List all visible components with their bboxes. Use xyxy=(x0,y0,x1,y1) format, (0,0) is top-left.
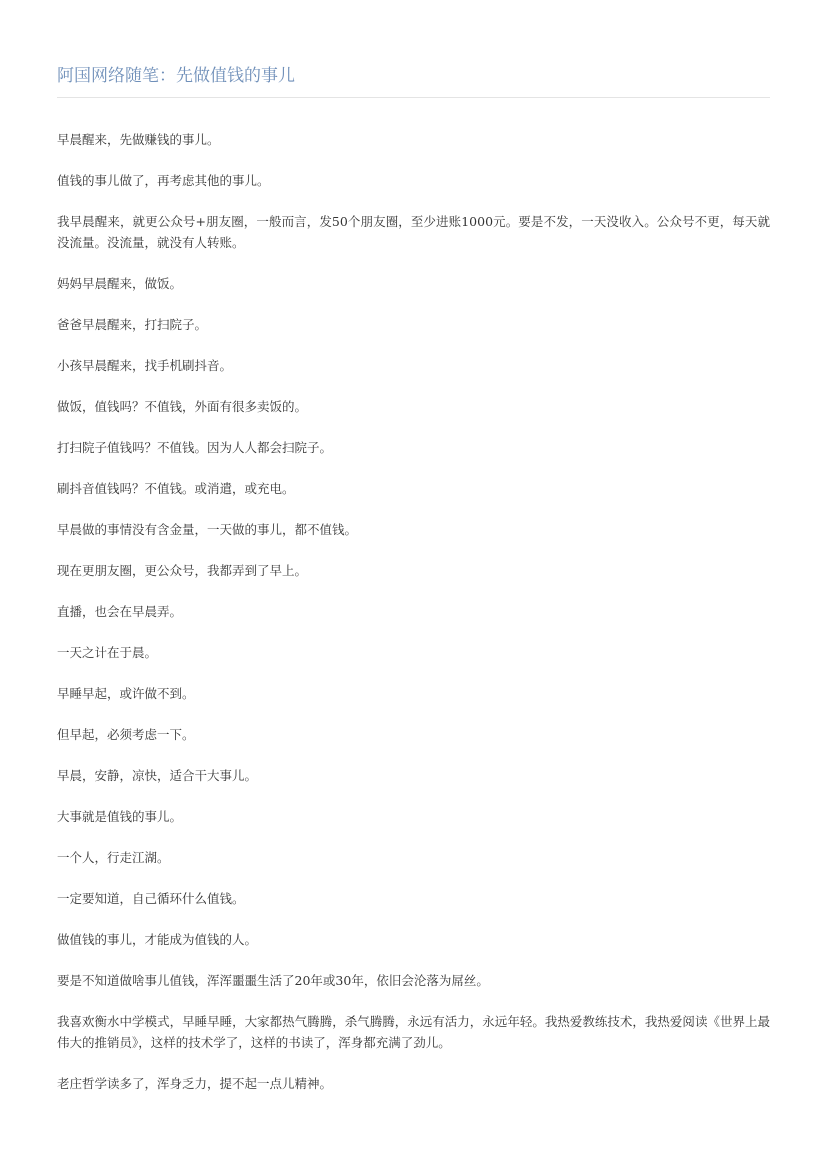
article-title: 阿国网络随笔：先做值钱的事儿 xyxy=(57,66,295,86)
paragraph: 早晨醒来，先做赚钱的事儿。 xyxy=(57,132,220,147)
paragraph: 但早起，必须考虑一下。 xyxy=(57,727,195,742)
paragraph: 我早晨醒来，就更公众号+朋友圈，一般而言，发50个朋友圈，至少进账1000元。要是不发，一天没收入。公众号不更，每天就没流量。没流量，就没有人转账。 xyxy=(57,214,770,250)
paragraph: 大事就是值钱的事儿。 xyxy=(57,809,183,824)
paragraph: 现在更朋友圈，更公众号，我都弄到了早上。 xyxy=(57,563,308,578)
paragraph: 一天之计在于晨。 xyxy=(57,645,158,660)
paragraph: 做值钱的事儿，才能成为值钱的人。 xyxy=(57,932,258,947)
paragraph: 早晨做的事情没有含金量，一天做的事儿，都不值钱。 xyxy=(57,522,358,537)
article-body xyxy=(57,129,770,1114)
paragraph: 爸爸早晨醒来，打扫院子。 xyxy=(57,317,208,332)
paragraph: 老庄哲学读多了，浑身乏力，提不起一点儿精神。 xyxy=(57,1076,333,1091)
paragraph: 一个人，行走江湖。 xyxy=(57,850,170,865)
paragraph: 打扫院子值钱吗？不值钱。因为人人都会扫院子。 xyxy=(57,440,333,455)
paragraph: 直播，也会在早晨弄。 xyxy=(57,604,183,619)
title-divider xyxy=(57,97,770,98)
paragraph: 妈妈早晨醒来，做饭。 xyxy=(57,276,183,291)
paragraph: 早晨，安静，凉快，适合干大事儿。 xyxy=(57,768,258,783)
paragraph: 值钱的事儿做了，再考虑其他的事儿。 xyxy=(57,173,270,188)
paragraph: 我喜欢衡水中学模式，早睡早睡，大家都热气腾腾，杀气腾腾，永远有活力，永远年轻。我热爱教练技术，我热爱阅读《世界上最伟大的推销员》，这样的技术学了，这样的书读了，浑身都充满了劲儿。 xyxy=(57,1014,770,1050)
paragraph: 做饭，值钱吗？不值钱，外面有很多卖饭的。 xyxy=(57,399,308,414)
paragraph: 一定要知道，自己循环什么值钱。 xyxy=(57,891,245,906)
paragraph: 早睡早起，或许做不到。 xyxy=(57,686,195,701)
paragraph: 刷抖音值钱吗？不值钱。或消遣，或充电。 xyxy=(57,481,295,496)
paragraph: 要是不知道做啥事儿值钱，浑浑噩噩生活了20年或30年，依旧会沦落为屌丝。 xyxy=(57,973,489,988)
paragraph: 小孩早晨醒来，找手机刷抖音。 xyxy=(57,358,233,373)
